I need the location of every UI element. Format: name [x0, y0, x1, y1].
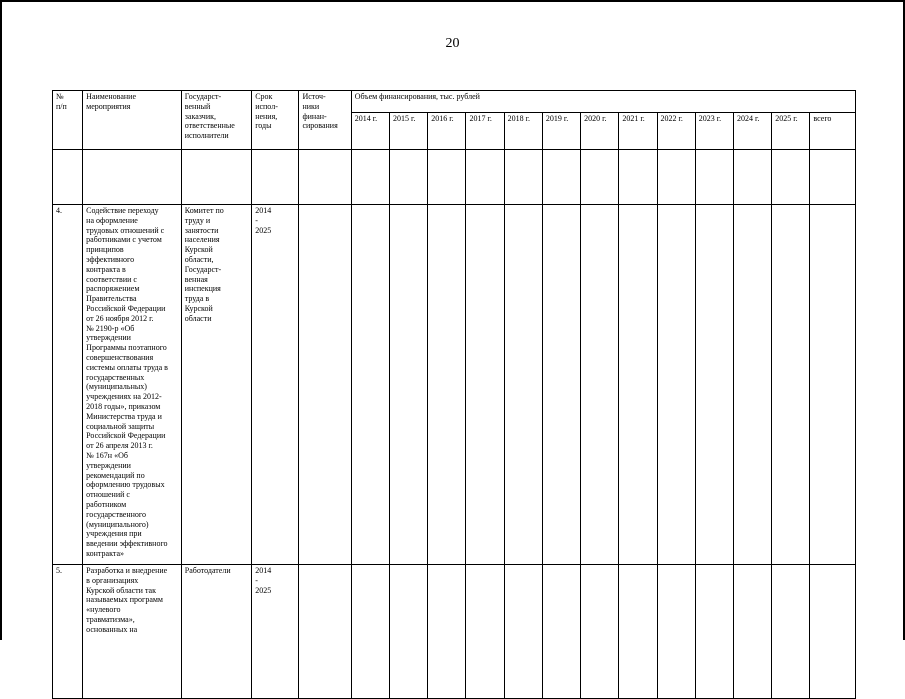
header-year: 2016 г.: [428, 113, 466, 150]
row-term: 2014 - 2025: [252, 565, 299, 699]
header-customer: Государст- венный заказчик, ответственные исполнители: [181, 91, 251, 150]
header-year: 2021 г.: [619, 113, 657, 150]
row-source: [299, 205, 351, 565]
header-name: Наименование мероприятия: [83, 91, 182, 150]
header-year: 2022 г.: [657, 113, 695, 150]
table-header-row: [53, 91, 856, 113]
header-year: 2024 г.: [733, 113, 771, 150]
header-funding: Объем финансирования, тыс. рублей: [351, 91, 855, 113]
row-number: 5.: [53, 565, 83, 699]
row-number: 4.: [53, 205, 83, 565]
header-year: 2020 г.: [581, 113, 619, 150]
row-customer: Комитет по труду и занятости населения Курской области, Государст- венная инспекция труда в Курской области: [181, 205, 251, 565]
page-number: 20: [445, 36, 460, 51]
row-customer: Работодатели: [181, 565, 251, 699]
table-row: [53, 205, 856, 565]
header-term: Срок испол- нения, годы: [252, 91, 299, 150]
header-year: 2023 г.: [695, 113, 733, 150]
header-year: 2015 г.: [390, 113, 428, 150]
row-name: Содействие переходу на оформление трудовых отношений с работниками с учетом принципов эффективного контракта в соответствии с распоряжением Правительства Российской Федерации от 26 ноября 2012 г. № 2190-р «Об утверждении Программы поэтапного совершенствования системы оплаты труда в государственных (муниципальных) учреждениях на 2012- 2018 годы», приказом Министерства труда и социальной защиты Российской Федерации от 26 апреля 2013 г. № 167н «Об утверждении рекомендаций по оформлению трудовых отношений с работником государственного (муниципального) учреждения при введении эффективного контракта»: [83, 205, 182, 565]
header-number: № п/п: [53, 91, 83, 150]
header-source: Источ- ники финан- сирования: [299, 91, 351, 150]
header-year: 2025 г.: [772, 113, 810, 150]
header-year: 2019 г.: [542, 113, 580, 150]
page-top-border: [0, 0, 905, 2]
header-year: 2014 г.: [351, 113, 389, 150]
table-row: [53, 565, 856, 699]
page-left-border: [0, 0, 2, 640]
header-total: всего: [810, 113, 856, 150]
row-term: 2014 - 2025: [252, 205, 299, 565]
header-year: 2018 г.: [504, 113, 542, 150]
funding-table: [52, 90, 856, 699]
row-source: [299, 565, 351, 699]
table-spacer-row: [53, 150, 856, 205]
header-year: 2017 г.: [466, 113, 504, 150]
row-name: Разработка и внедрение в организациях Курской области так называемых программ «нулевого травматизма», основанных на: [83, 565, 182, 699]
